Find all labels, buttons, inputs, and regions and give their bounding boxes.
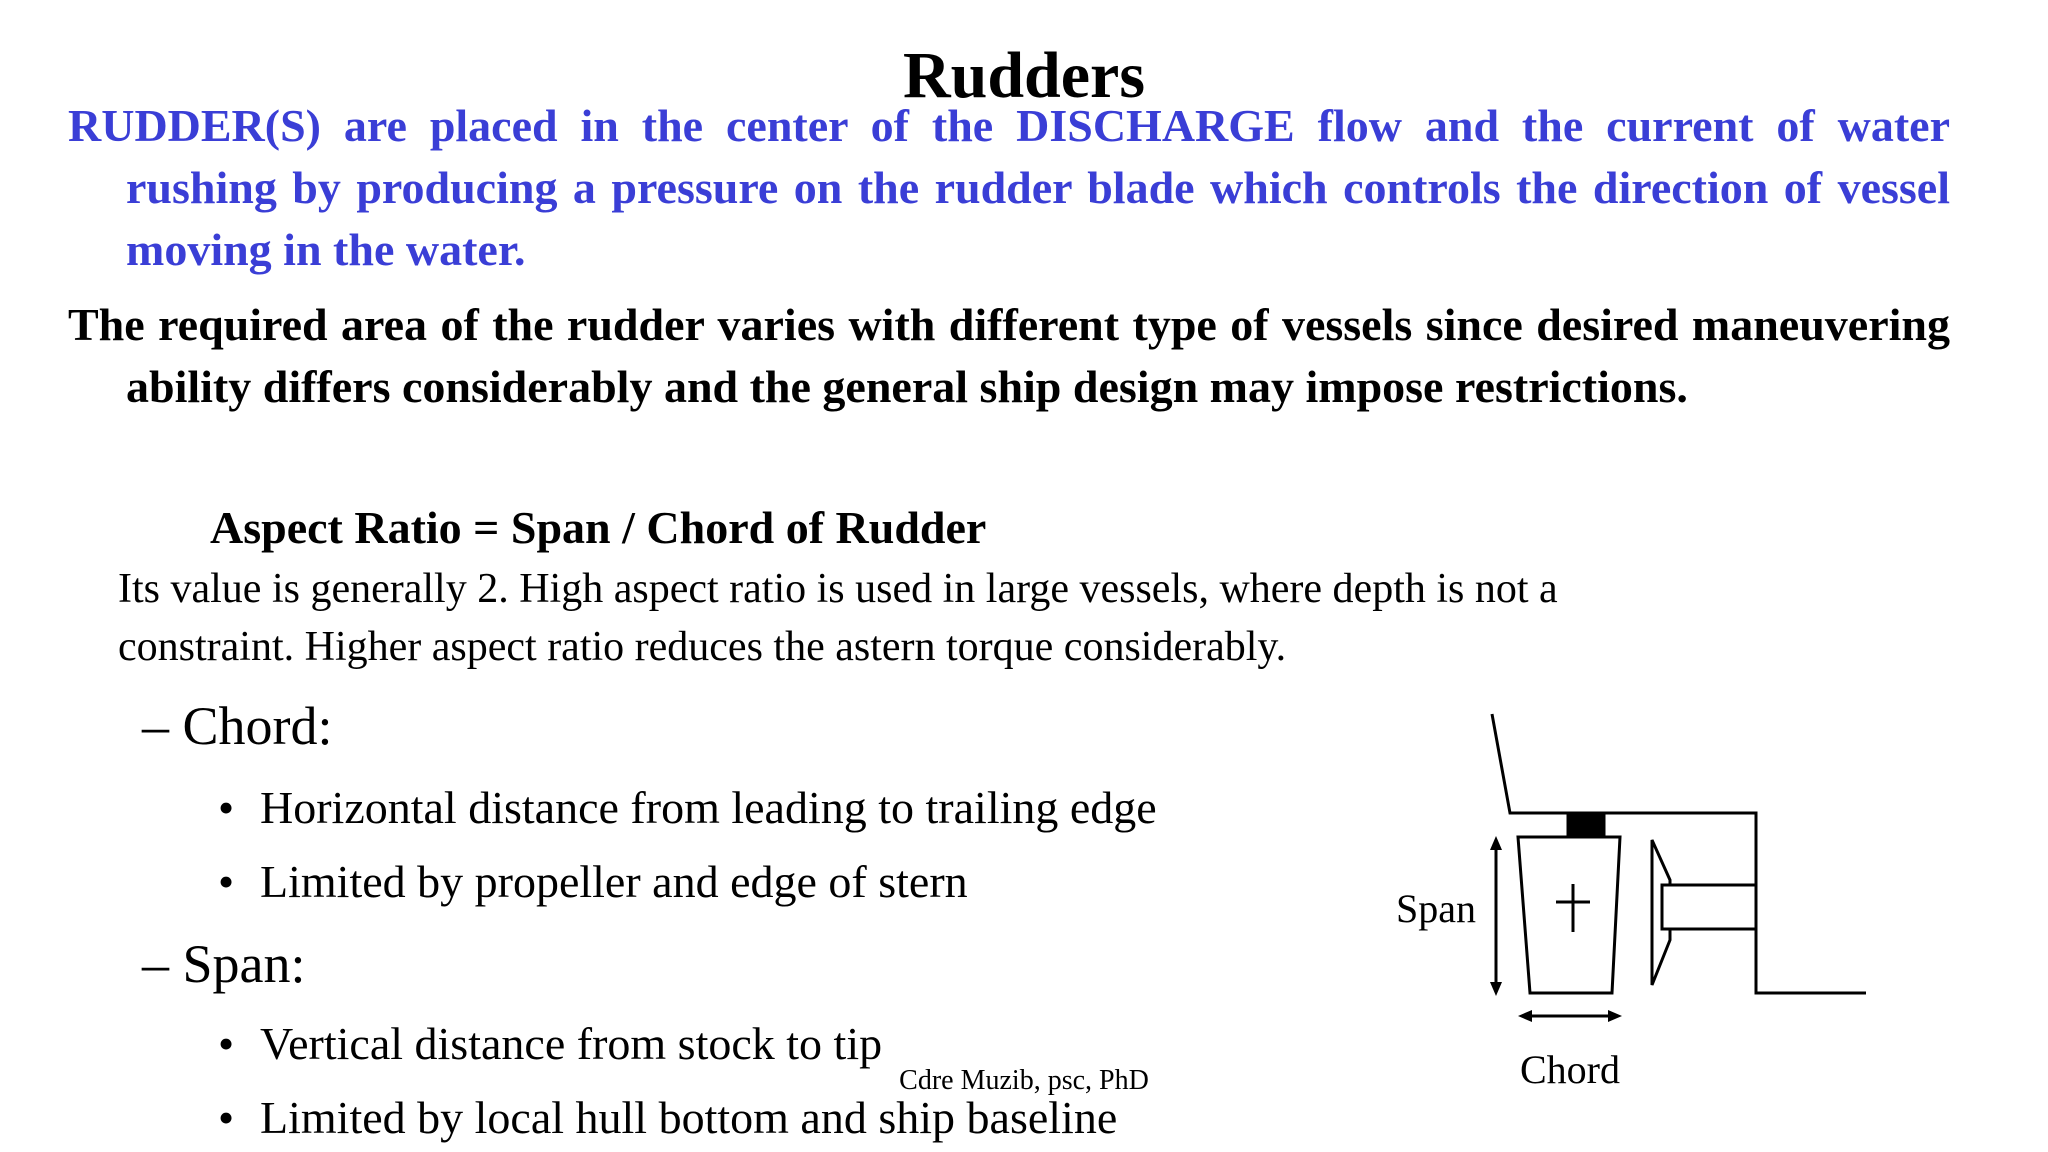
- explanation-line-1: Its value is generally 2. High aspect ratio is used in large vessels, where depth is not a: [118, 566, 1558, 612]
- slide-title: Rudders: [902, 39, 1146, 112]
- slide-footer: Cdre Muzib, psc, PhD: [899, 1065, 1149, 1096]
- explanation-line-2: constraint. Higher aspect ratio reduces the astern torque considerably.: [118, 624, 1287, 670]
- propeller-shaft: [1662, 885, 1756, 929]
- span-heading: – Span:: [142, 934, 306, 994]
- rudder-placement-paragraph: RUDDER(S) are placed in the center of the DISCHARGE flow and the current of water rushing by producing a pressure on the rudder blade which controls the direction of vessel moving in the water.: [68, 100, 1950, 275]
- span-arrowhead-top: [1490, 836, 1502, 850]
- hull-stern-outline: [1492, 714, 1866, 993]
- chord-bullet-1: [218, 779, 1157, 837]
- rudder-blade: [1518, 837, 1620, 993]
- span-label: Span: [1396, 886, 1476, 931]
- rudder-diagram: [1380, 700, 1880, 1120]
- rudder-stock: [1568, 813, 1604, 837]
- span-arrowhead-bottom: [1490, 982, 1502, 996]
- chord-bullet-2: [218, 853, 968, 911]
- chord-arrowhead-right: [1608, 1010, 1622, 1022]
- aspect-ratio-formula: Aspect Ratio = Span / Chord of Rudder: [210, 502, 987, 553]
- bullet-dot: •: [218, 782, 235, 833]
- chord-heading: – Chord:: [142, 696, 333, 756]
- aspect-ratio-explanation: [118, 560, 1798, 676]
- chord-arrowhead-left: [1518, 1010, 1532, 1022]
- bullet-dot: •: [218, 1018, 235, 1069]
- chord-bullet-1-text: Horizontal distance from leading to trailing edge: [260, 782, 1157, 833]
- rudder-area-paragraph: The required area of the rudder varies with different type of vessels since desired maneuvering ability differs considerably and the general ship design may impose restrictions.: [68, 299, 1950, 412]
- span-bullet-2-text: Limited by local hull bottom and ship baseline: [260, 1092, 1118, 1143]
- bullet-dot: •: [218, 1092, 235, 1143]
- chord-bullet-2-text: Limited by propeller and edge of stern: [260, 856, 968, 907]
- span-bullet-1-text: Vertical distance from stock to tip: [260, 1018, 883, 1069]
- chord-label: Chord: [1520, 1047, 1620, 1092]
- bullet-dot: •: [218, 856, 235, 907]
